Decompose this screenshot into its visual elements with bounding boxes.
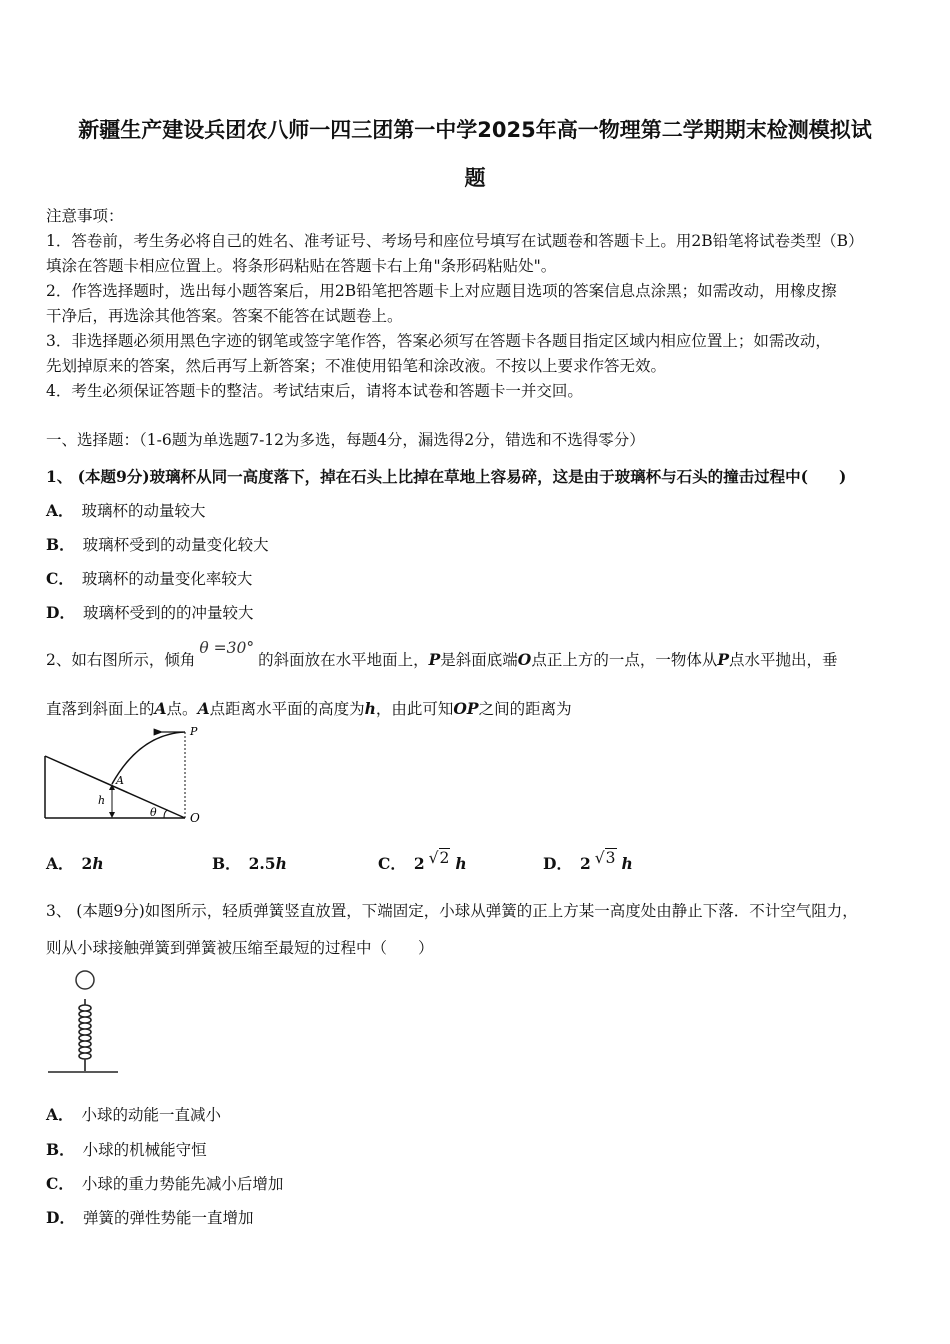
q1-option-d (46, 601, 253, 623)
spring-coil (79, 999, 91, 1071)
sqrt-symbol: √2 (428, 849, 450, 867)
option-text: 小球的机械能守恒 (82, 1141, 207, 1159)
q2-var-op: OP (453, 699, 479, 718)
option-letter: A． (46, 854, 74, 873)
option-letter: C． (378, 854, 406, 873)
q3-option-c (46, 1172, 283, 1194)
option-letter: A． (46, 501, 74, 520)
option-var: h (455, 854, 467, 873)
option-text: 小球的重力势能先减小后增加 (81, 1175, 284, 1193)
q1-option-b (46, 533, 269, 555)
label-h: h (98, 794, 106, 807)
q2-var-o: O (517, 650, 532, 669)
q1-option-c (46, 567, 252, 589)
q2-var-a: A (154, 699, 167, 718)
notice-line: 1．答卷前，考生务必将自己的姓名、准考证号、考场号和座位号填写在试题卷和答题卡上。用2B铅笔将试卷类型（B） (46, 232, 864, 250)
page-title: 新疆生产建设兵团农八师一四三团第一中学2025年高一物理第二学期期末检测模拟试 (78, 118, 872, 142)
q3-option-a (46, 1103, 221, 1125)
q2-text: 的斜面放在水平地面上， (258, 651, 429, 669)
q2-option-d (543, 849, 641, 874)
option-text: 玻璃杯的动量变化率较大 (81, 570, 253, 588)
option-text: 小球的动能一直减小 (81, 1106, 222, 1124)
q2-var-p: P (428, 650, 441, 669)
notice-line: 先划掉原来的答案，然后再写上新答案；不准使用铅笔和涂改液。不按以上要求作答无效。 (46, 357, 667, 375)
option-coef: 2 (413, 854, 425, 873)
notice-heading: 注意事项： (46, 207, 124, 225)
q2-text: ，由此可知 (375, 700, 454, 718)
option-text: 玻璃杯受到的动量变化较大 (82, 536, 269, 554)
q2-text: 点。 (166, 700, 198, 718)
label-p: P (190, 725, 198, 738)
option-coef: 2 (579, 854, 591, 873)
notice-line: 3．非选择题必须用黑色字迹的钢笔或签字笔作答，答案必须写在答题卡各题目指定区域内相应位置上；如需改动， (46, 332, 831, 350)
q2-var-p: P (717, 650, 729, 669)
option-letter: D． (46, 603, 75, 622)
q2-stem-line1 (46, 639, 838, 670)
sqrt-symbol: √3 (594, 849, 616, 867)
q2-text: 之间的距离为 (478, 700, 572, 718)
q1-option-a (46, 499, 206, 521)
option-var: h (275, 854, 287, 873)
option-letter: D． (543, 854, 572, 873)
option-letter: C． (46, 1174, 74, 1193)
q2-text: 点水平抛出，垂 (728, 651, 838, 669)
label-theta: θ (150, 806, 157, 819)
notice-line: 干净后，再选涂其他答案。答案不能答在试题卷上。 (46, 307, 403, 325)
option-coef: 2 (81, 854, 93, 873)
option-letter: B． (46, 535, 75, 554)
label-a: A (116, 774, 124, 787)
q2-var-a: A (197, 699, 210, 718)
q2-incline-figure (40, 720, 210, 830)
option-letter: A． (46, 1105, 74, 1124)
q1-stem: 1、 (本题9分)玻璃杯从同一高度落下，掉在石头上比掉在草地上容易碎，这是由于玻璃杯与石头的撞击过程中( ) (46, 467, 847, 486)
q2-text: 点距离水平面的高度为 (209, 700, 365, 718)
q2-text: 点正上方的一点，一物体从 (531, 651, 718, 669)
q2-stem-line2 (46, 697, 572, 719)
ball (76, 971, 94, 989)
q3-spring-figure (44, 965, 124, 1080)
sqrt-radicand: 3 (605, 849, 616, 867)
q3-option-d (46, 1206, 253, 1228)
option-letter: B． (46, 1140, 75, 1159)
q3-stem-line2: 则从小球接触弹簧到弹簧被压缩至最短的过程中（ ） (46, 939, 434, 957)
q2-text: 2、如右图所示，倾角 (46, 651, 196, 669)
label-o: O (190, 811, 200, 825)
notice-line: 4．考生必须保证答题卡的整洁。考试结束后，请将本试卷和答题卡一并交回。 (46, 382, 583, 400)
option-var: h (621, 854, 633, 873)
option-letter: B． (212, 854, 241, 873)
q2-var-h: h (364, 699, 376, 718)
option-text: 玻璃杯受到的的冲量较大 (82, 604, 254, 622)
option-var: h (92, 854, 104, 873)
q3-option-b (46, 1138, 207, 1160)
sqrt-radicand: 2 (439, 849, 450, 867)
option-letter: D． (46, 1208, 75, 1227)
option-coef: 2.5 (248, 854, 276, 873)
notice-line: 2．作答选择题时，选出每小题答案后，用2B铅笔把答题卡上对应题目选项的答案信息点涂黑；如需改动，用橡皮擦 (46, 282, 837, 300)
q3-stem-line1: 3、 (本题9分)如图所示，轻质弹簧竖直放置，下端固定，小球从弹簧的正上方某一高度处由静止下落．不计空气阻力， (46, 902, 858, 920)
q2-option-a (46, 852, 112, 874)
q2-option-c (378, 849, 475, 874)
q2-text: 直落到斜面上的 (46, 700, 155, 718)
section-heading: 一、选择题：（1-6题为单选题7-12为多选，每题4分，漏选得2分，错选和不选得零分） (46, 431, 645, 449)
angle-arc (164, 810, 168, 818)
page-title-cont: 题 (464, 166, 486, 190)
notice-line: 填涂在答题卡相应位置上。将条形码粘贴在答题卡右上角"条形码粘贴处"。 (46, 257, 557, 275)
q2-theta-formula: θ =30° (199, 639, 255, 657)
q2-option-b (212, 852, 295, 874)
option-text: 弹簧的弹性势能一直增加 (82, 1209, 254, 1227)
incline-slope (45, 756, 185, 818)
q2-text: 是斜面底端 (440, 651, 518, 669)
option-letter: C． (46, 569, 74, 588)
option-text: 玻璃杯的动量较大 (81, 502, 206, 520)
